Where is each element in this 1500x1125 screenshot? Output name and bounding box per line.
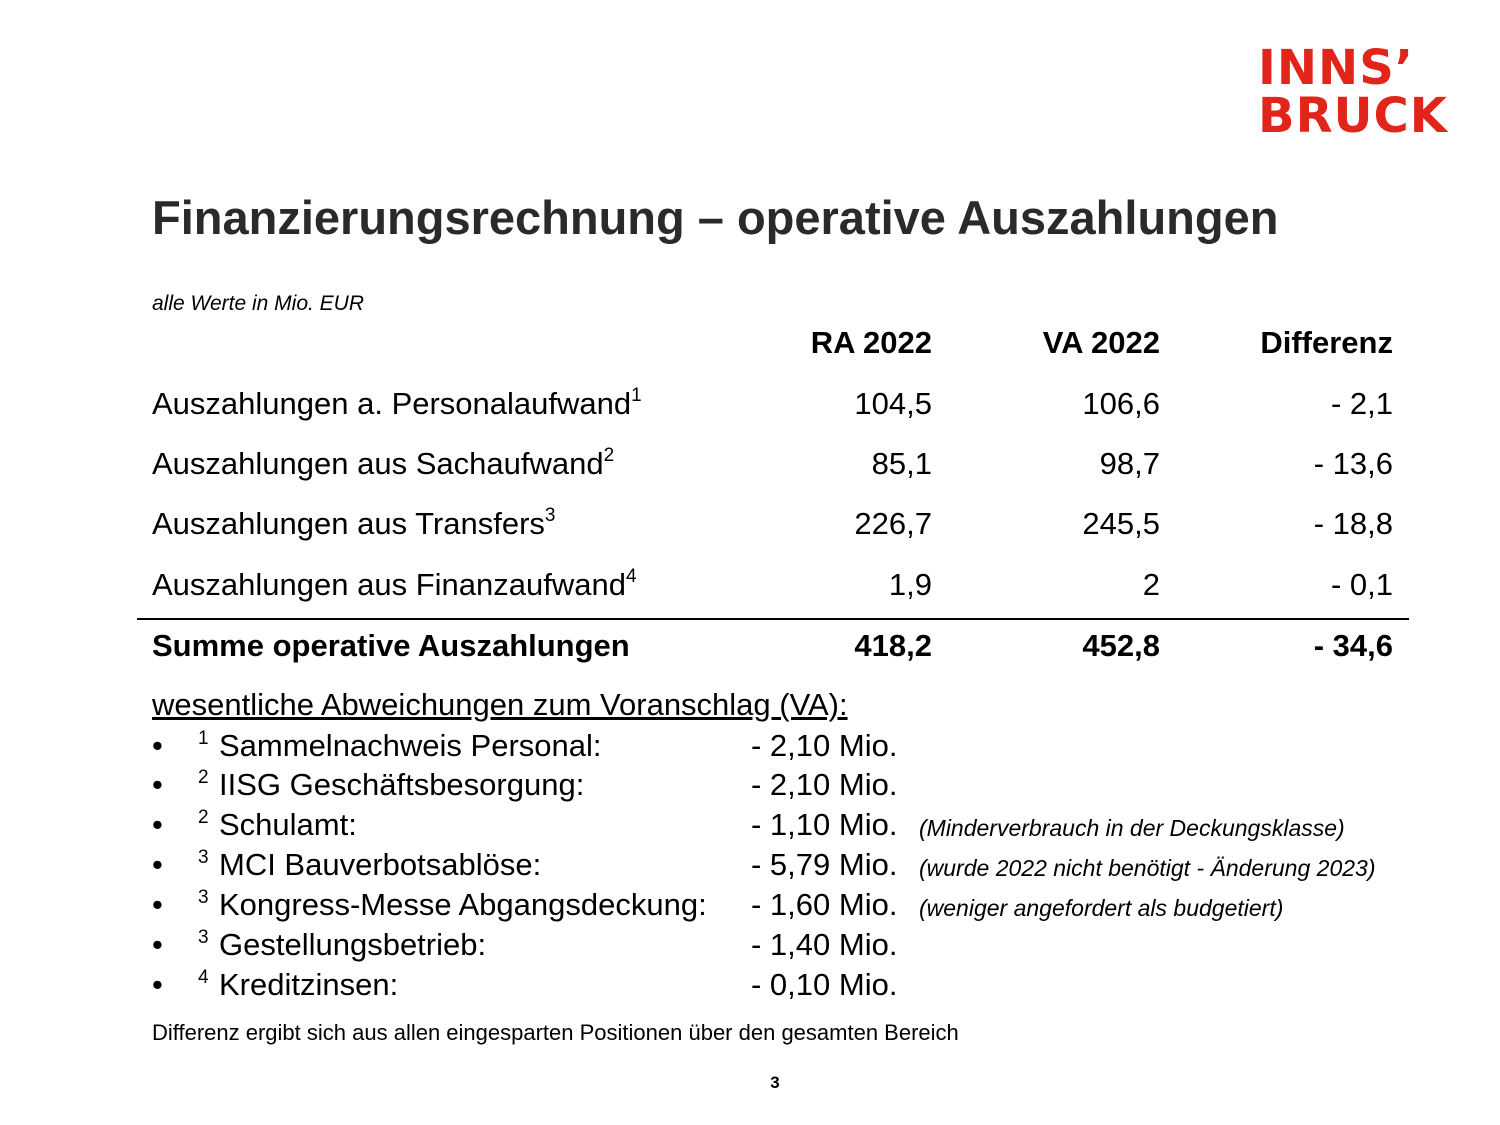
item-label: Kongress-Messe Abgangsdeckung: (219, 887, 707, 922)
footnote-ref: 2 (603, 445, 615, 466)
row-label: Auszahlungen a. Personalaufwand$^1$ (152, 385, 642, 421)
cell-diff: - 13,6 (1313, 446, 1393, 481)
list-item (152, 845, 1472, 885)
total-divider (137, 618, 1409, 620)
footnote-ref: 2 (198, 807, 209, 828)
row-label: Auszahlungen aus Sachaufwand$^2$ (152, 445, 615, 481)
cell-diff: - 2,1 (1330, 386, 1393, 421)
list-item (152, 925, 1472, 965)
table-row (152, 504, 1397, 544)
units-note: alle Werte in Mio. EUR (152, 292, 365, 315)
footnote-ref: 2 (198, 767, 209, 788)
cell-diff: - 18,8 (1313, 506, 1393, 541)
item-label: Kreditzinsen: (219, 967, 399, 1002)
cell-ra: 85,1 (871, 446, 932, 481)
item-label: MCI Bauverbotsablöse: (219, 847, 542, 882)
list-item (152, 765, 1472, 805)
footnote-ref: 1 (198, 728, 209, 749)
list-item (152, 805, 1472, 845)
item-amount: - 1,10 Mio. (751, 807, 898, 842)
item-amount: - 1,40 Mio. (751, 927, 898, 962)
bullet: • (152, 967, 163, 1002)
item-comment: (wurde 2022 nicht benötigt - Änderung 2023) (919, 855, 1376, 881)
logo-line-1: INNS’ (1258, 40, 1415, 96)
deviations-heading: wesentliche Abweichungen zum Voranschlag (VA): (152, 687, 848, 722)
logo-line-2: BRUCK (1258, 88, 1448, 144)
table-row (152, 384, 1397, 424)
total-ra: 418,2 (854, 628, 932, 663)
item-comment: (weniger angefordert als budgetiert) (919, 895, 1284, 921)
cell-va: 106,6 (1082, 386, 1160, 421)
item-label: Gestellungsbetrieb: (219, 927, 487, 962)
item-amount: - 5,79 Mio. (751, 847, 898, 882)
cell-ra: 104,5 (854, 386, 932, 421)
table-row (152, 565, 1397, 605)
page-number: 3 (770, 1073, 780, 1092)
header-va-2022: VA 2022 (1042, 325, 1160, 360)
cell-va: 2 (1142, 567, 1160, 602)
bullet: • (152, 887, 163, 922)
footnote-ref: 1 (631, 385, 642, 406)
innsbruck-logo (1258, 40, 1458, 144)
footnote-ref: 3 (198, 887, 209, 908)
footnote-ref: 4 (625, 566, 637, 587)
item-amount: - 2,10 Mio. (751, 728, 898, 763)
total-va: 452,8 (1082, 628, 1160, 663)
row-label: Auszahlungen aus Transfers$^3$ (152, 505, 556, 541)
total-row (152, 626, 1397, 666)
footnote-ref: 3 (198, 927, 209, 948)
bullet: • (152, 847, 163, 882)
footnote-ref: 3 (198, 847, 209, 868)
cell-ra: 1,9 (888, 567, 932, 602)
item-label: IISG Geschäftsbesorgung: (219, 767, 585, 802)
total-diff: - 34,6 (1313, 628, 1393, 663)
bullet: • (152, 728, 163, 763)
footnote-text: Differenz ergibt sich aus allen eingesparten Positionen über den gesamten Bereich (152, 1020, 959, 1045)
bullet: • (152, 927, 163, 962)
header-differenz: Differenz (1260, 325, 1393, 360)
table-header-row (152, 323, 1397, 363)
item-label: Sammelnachweis Personal: (219, 728, 602, 763)
cell-diff: - 0,1 (1330, 567, 1393, 602)
page-title: Finanzierungsrechnung – operative Auszahlungen (152, 191, 1279, 244)
list-item (152, 726, 1472, 766)
item-comment: (Minderverbrauch in der Deckungsklasse) (919, 815, 1345, 841)
footnote-ref: 4 (198, 967, 209, 988)
cell-ra: 226,7 (854, 506, 932, 541)
list-item (152, 885, 1472, 925)
list-item (152, 965, 1472, 1005)
footnote-ref: 3 (544, 505, 556, 526)
item-amount: - 1,60 Mio. (751, 887, 898, 922)
total-label: Summe operative Auszahlungen (152, 628, 630, 663)
item-label: Schulamt: (219, 807, 357, 842)
bullet: • (152, 807, 163, 842)
row-label: Auszahlungen aus Finanzaufwand$^4$ (152, 566, 637, 602)
bullet: • (152, 767, 163, 802)
item-amount: - 2,10 Mio. (751, 767, 898, 802)
table-row (152, 444, 1397, 484)
item-amount: - 0,10 Mio. (751, 967, 898, 1002)
cell-va: 98,7 (1099, 446, 1160, 481)
header-ra-2022: RA 2022 (810, 325, 932, 360)
cell-va: 245,5 (1082, 506, 1160, 541)
